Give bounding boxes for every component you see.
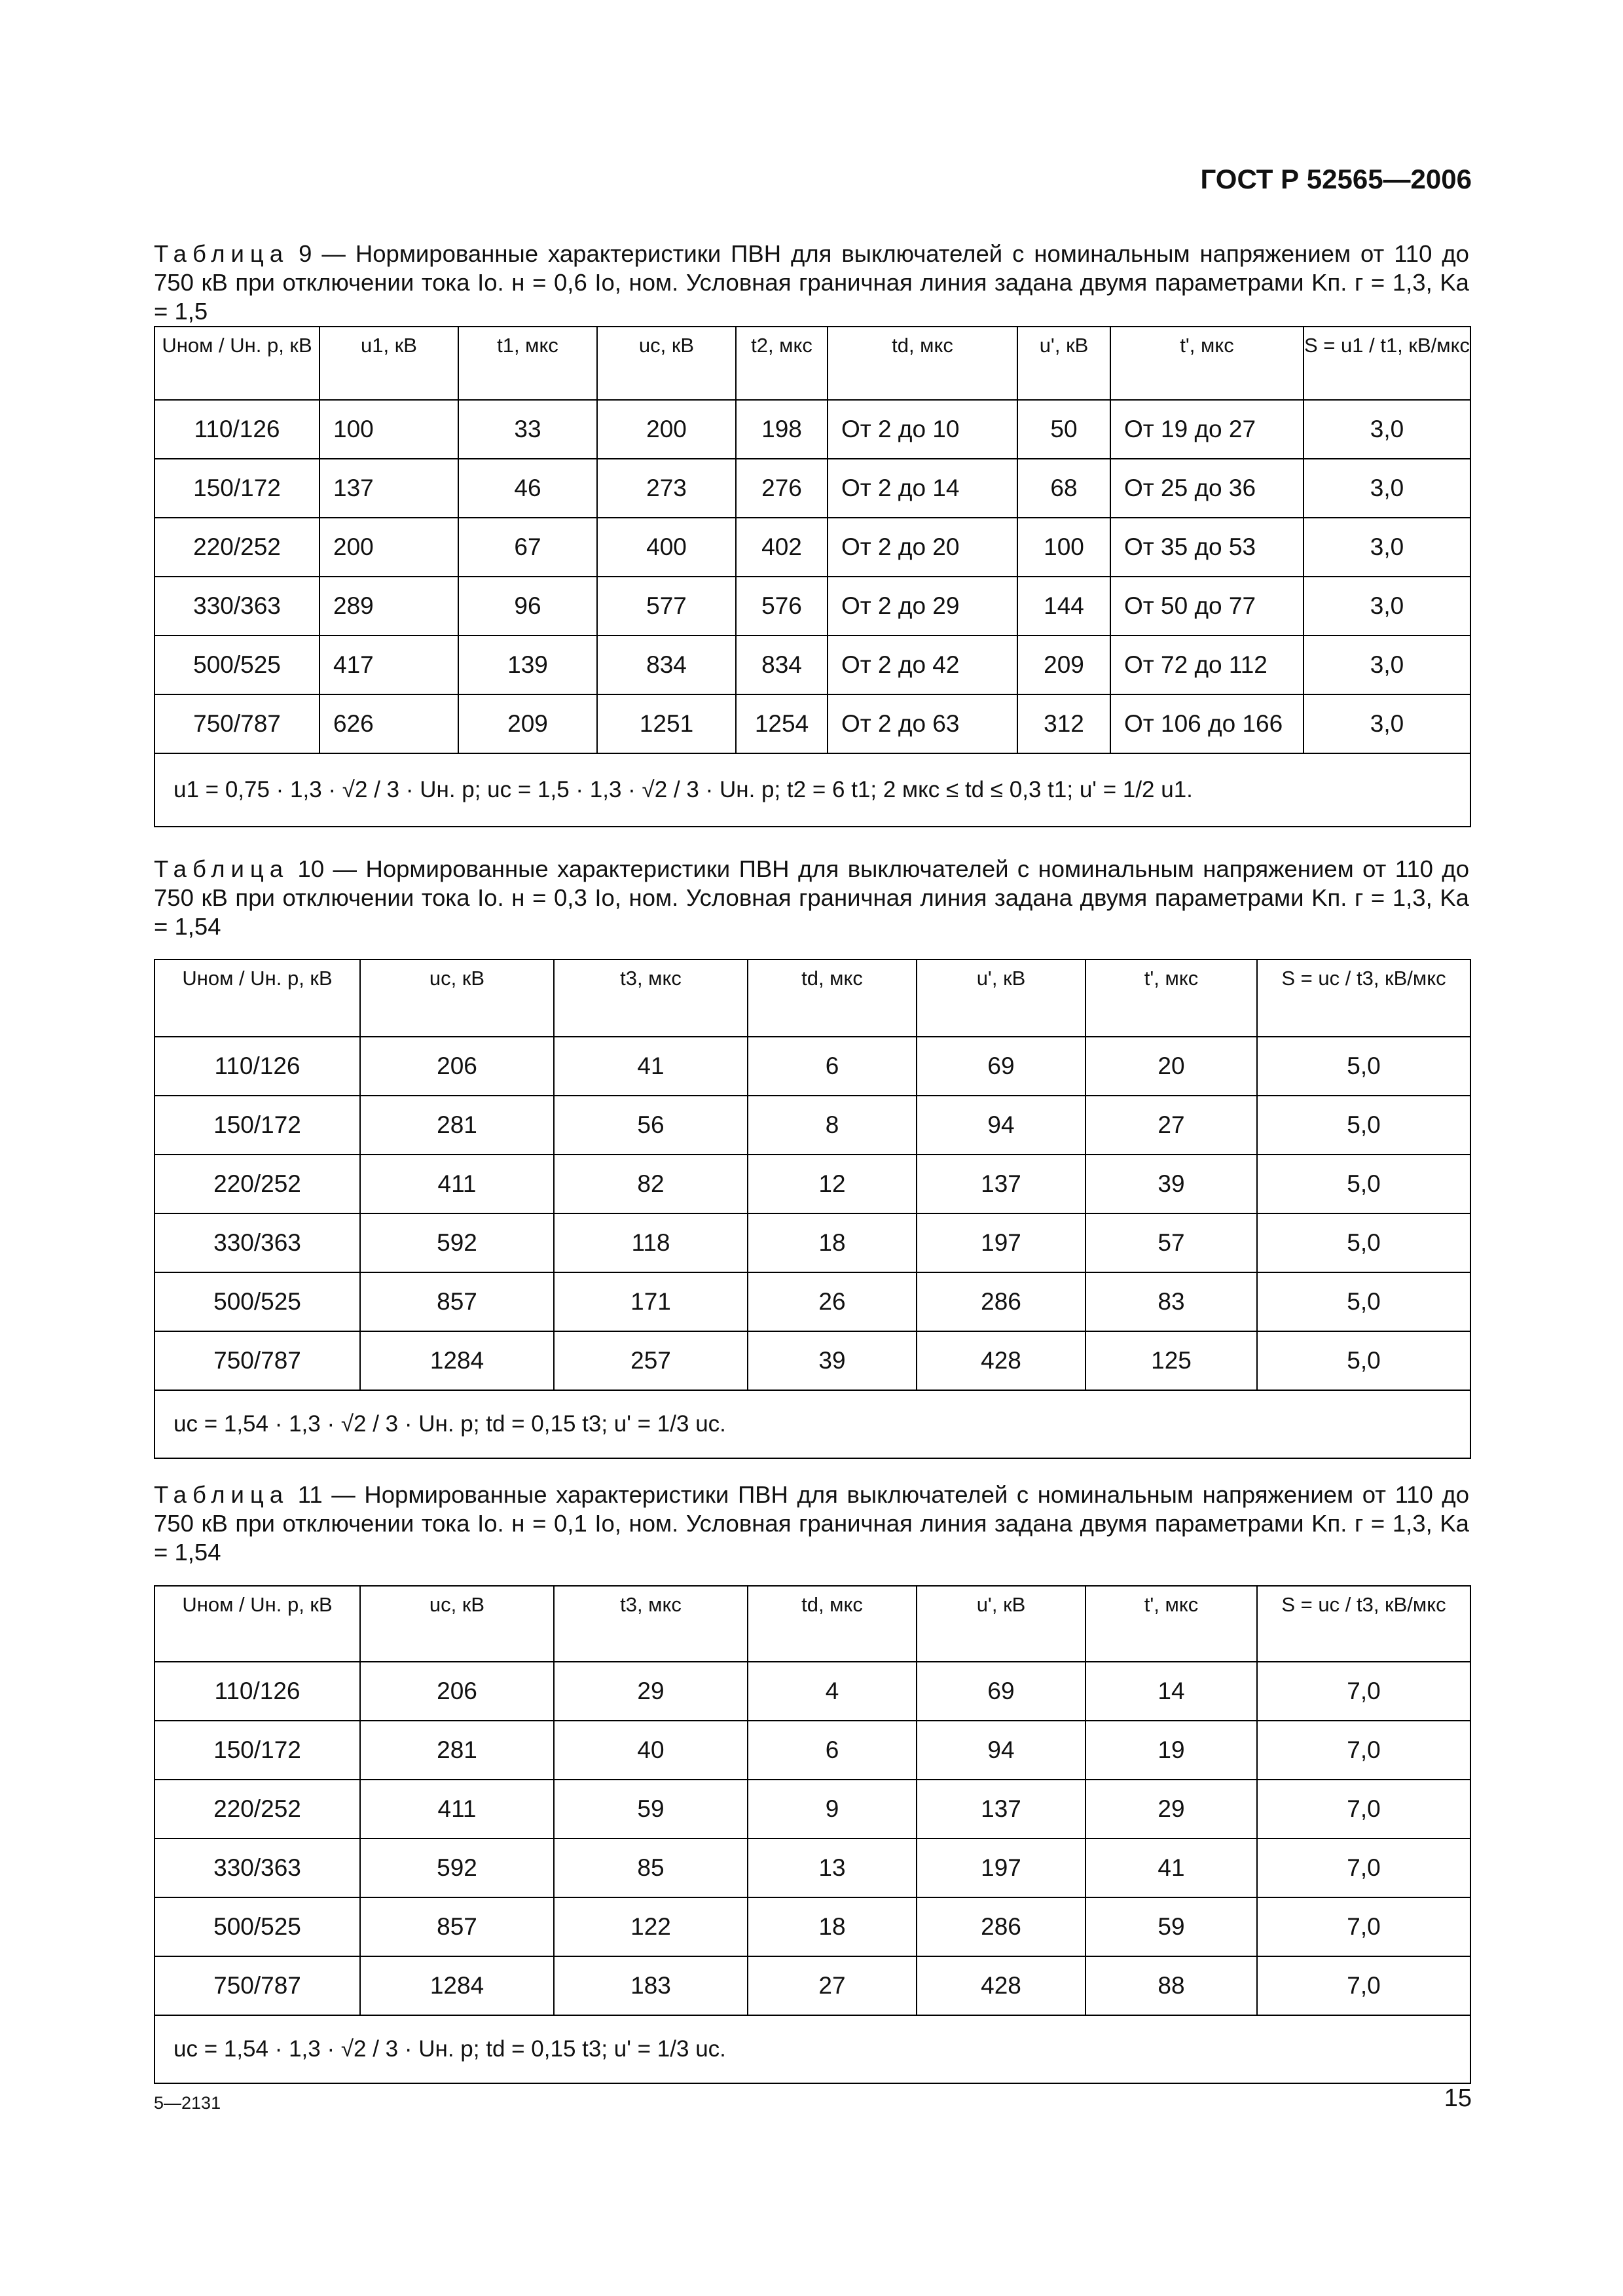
table-cell: 137 <box>319 459 458 518</box>
table-cell: 5,0 <box>1257 1037 1470 1096</box>
table-cell: 220/252 <box>155 518 319 577</box>
table-cell: 198 <box>736 400 828 459</box>
table-9-caption <box>154 240 1469 326</box>
table-cell: 40 <box>554 1721 748 1780</box>
table-cell: 7,0 <box>1257 1897 1470 1956</box>
table-cell: 500/525 <box>155 1272 360 1331</box>
table-row <box>155 1780 1470 1839</box>
table-cell: 110/126 <box>155 1037 360 1096</box>
table-cell: 330/363 <box>155 577 319 636</box>
table-cell: 197 <box>917 1213 1085 1272</box>
table-cell: 500/525 <box>155 1897 360 1956</box>
table-cell: 110/126 <box>155 1662 360 1721</box>
table-cell: 411 <box>360 1155 554 1213</box>
table-cell: 46 <box>458 459 597 518</box>
table-cell: 125 <box>1085 1331 1257 1390</box>
header-cell: S = u1 / t1, кВ/мкс <box>1304 327 1470 400</box>
table-cell: От 35 до 53 <box>1110 518 1304 577</box>
table-cell: От 72 до 112 <box>1110 636 1304 694</box>
table-11 <box>154 1585 1471 2084</box>
table-cell: 1284 <box>360 1331 554 1390</box>
table-cell: 220/252 <box>155 1155 360 1213</box>
table-cell: 39 <box>748 1331 917 1390</box>
table-cell: 200 <box>597 400 736 459</box>
table-cell: 88 <box>1085 1956 1257 2015</box>
table-row <box>155 459 1470 518</box>
header-cell: u', кВ <box>1017 327 1110 400</box>
table-cell: 3,0 <box>1304 694 1470 753</box>
table-cell: 82 <box>554 1155 748 1213</box>
header-cell: uc, кВ <box>360 960 554 1037</box>
table-cell: 7,0 <box>1257 1721 1470 1780</box>
table-cell: 18 <box>748 1897 917 1956</box>
table-9 <box>154 326 1471 827</box>
header-cell: S = uc / t3, кВ/мкс <box>1257 960 1470 1037</box>
table-cell: 5,0 <box>1257 1272 1470 1331</box>
table-row <box>155 636 1470 694</box>
table-cell: 8 <box>748 1096 917 1155</box>
table-cell: 592 <box>360 1213 554 1272</box>
table-cell: 206 <box>360 1662 554 1721</box>
table-cell: 3,0 <box>1304 577 1470 636</box>
header-cell: t3, мкс <box>554 1586 748 1662</box>
table-cell: 27 <box>748 1956 917 2015</box>
table-cell: 94 <box>917 1721 1085 1780</box>
table-cell: 69 <box>917 1037 1085 1096</box>
table-cell: 18 <box>748 1213 917 1272</box>
table-cell: 59 <box>1085 1897 1257 1956</box>
table-row <box>155 1839 1470 1897</box>
table-cell: 5,0 <box>1257 1331 1470 1390</box>
table-cell: 6 <box>748 1721 917 1780</box>
table-cell: 4 <box>748 1662 917 1721</box>
table-cell: 5,0 <box>1257 1096 1470 1155</box>
table-label: Таблица <box>154 855 289 882</box>
table-11-formula: uc = 1,54 · 1,3 · √2 / 3 · Uн. р; td = 0,15 t3; u' = 1/3 uc. <box>155 2015 1470 2083</box>
table-cell: От 2 до 42 <box>828 636 1017 694</box>
table-cell: 330/363 <box>155 1213 360 1272</box>
table-cell: 402 <box>736 518 828 577</box>
table-cell: 1284 <box>360 1956 554 2015</box>
caption-text: 11 — Нормированные характеристики ПВН для выключателей с номинальным напряжением от 110 до 750 кВ при отключении тока Iо. н = 0,1 Iо, ном. Условная граничная линия задана двумя параметрами Kп. г = 1,3, Ka = 1,54 <box>154 1481 1469 1566</box>
header-cell: Uном / Uн. р, кВ <box>155 1586 360 1662</box>
table-cell: 428 <box>917 1331 1085 1390</box>
table-cell: От 2 до 14 <box>828 459 1017 518</box>
table-10-formula: uc = 1,54 · 1,3 · √2 / 3 · Uн. р; td = 0,15 t3; u' = 1/3 uc. <box>155 1390 1470 1458</box>
table-row <box>155 1662 1470 1721</box>
table-cell: 100 <box>319 400 458 459</box>
table-row <box>155 1897 1470 1956</box>
table-cell: 3,0 <box>1304 400 1470 459</box>
table-cell: 139 <box>458 636 597 694</box>
table-cell: 592 <box>360 1839 554 1897</box>
caption-text: 9 — Нормированные характеристики ПВН для выключателей с номинальным напряжением от 110 до 750 кВ при отключении тока Iо. н = 0,6 Iо, ном. Условная граничная линия задана двумя параметрами Kп. г = 1,3, Ka = 1,5 <box>154 240 1469 325</box>
table-cell: 1254 <box>736 694 828 753</box>
table-label: Таблица <box>154 1481 289 1508</box>
table-cell: 750/787 <box>155 1956 360 2015</box>
table-cell: 400 <box>597 518 736 577</box>
table-cell: 577 <box>597 577 736 636</box>
table-cell: 7,0 <box>1257 1956 1470 2015</box>
table-cell: 857 <box>360 1897 554 1956</box>
header-cell: u', кВ <box>917 1586 1085 1662</box>
table-cell: 20 <box>1085 1037 1257 1096</box>
table-label: Таблица <box>154 240 289 267</box>
table-row <box>155 1331 1470 1390</box>
table-row <box>155 400 1470 459</box>
table-cell: 428 <box>917 1956 1085 2015</box>
table-cell: 14 <box>1085 1662 1257 1721</box>
table-cell: 209 <box>458 694 597 753</box>
table-row <box>155 1956 1470 2015</box>
table-cell: 750/787 <box>155 1331 360 1390</box>
table-cell: 6 <box>748 1037 917 1096</box>
table-cell: 626 <box>319 694 458 753</box>
table-cell: 59 <box>554 1780 748 1839</box>
table-cell: 83 <box>1085 1272 1257 1331</box>
table-cell: 276 <box>736 459 828 518</box>
table-cell: 56 <box>554 1096 748 1155</box>
table-cell: 7,0 <box>1257 1839 1470 1897</box>
table-cell: 209 <box>1017 636 1110 694</box>
table-row <box>155 1155 1470 1213</box>
table-cell: 144 <box>1017 577 1110 636</box>
table-cell: 39 <box>1085 1155 1257 1213</box>
header-cell: t', мкс <box>1085 960 1257 1037</box>
header-cell: uc, кВ <box>360 1586 554 1662</box>
table-row <box>155 1213 1470 1272</box>
table-cell: 26 <box>748 1272 917 1331</box>
table-cell: 33 <box>458 400 597 459</box>
table-cell: 286 <box>917 1272 1085 1331</box>
table-cell: 834 <box>736 636 828 694</box>
header-cell: S = uc / t3, кВ/мкс <box>1257 1586 1470 1662</box>
table-cell: От 2 до 20 <box>828 518 1017 577</box>
table-cell: 7,0 <box>1257 1662 1470 1721</box>
print-code: 5—2131 <box>154 2093 221 2113</box>
table-cell: 281 <box>360 1721 554 1780</box>
table-cell: 137 <box>917 1155 1085 1213</box>
table-cell: 312 <box>1017 694 1110 753</box>
table-cell: 171 <box>554 1272 748 1331</box>
table-cell: 857 <box>360 1272 554 1331</box>
table-cell: 834 <box>597 636 736 694</box>
table-row <box>155 577 1470 636</box>
table-cell: 286 <box>917 1897 1085 1956</box>
table-cell: 289 <box>319 577 458 636</box>
table-cell: 29 <box>1085 1780 1257 1839</box>
table-cell: 57 <box>1085 1213 1257 1272</box>
header-cell: td, мкс <box>748 960 917 1037</box>
table-row <box>155 1721 1470 1780</box>
table-cell: 220/252 <box>155 1780 360 1839</box>
header-cell: td, мкс <box>748 1586 917 1662</box>
table-cell: 110/126 <box>155 400 319 459</box>
table-row <box>155 1096 1470 1155</box>
table-cell: 183 <box>554 1956 748 2015</box>
table-cell: 200 <box>319 518 458 577</box>
page-number: 15 <box>1444 2085 1472 2112</box>
table-cell: 68 <box>1017 459 1110 518</box>
table-cell: 5,0 <box>1257 1213 1470 1272</box>
table-cell: 500/525 <box>155 636 319 694</box>
table-cell: 41 <box>1085 1839 1257 1897</box>
table-cell: 150/172 <box>155 459 319 518</box>
header-cell: td, мкс <box>828 327 1017 400</box>
table-10 <box>154 959 1471 1459</box>
table-cell: От 19 до 27 <box>1110 400 1304 459</box>
table-cell: 50 <box>1017 400 1110 459</box>
table-cell: 417 <box>319 636 458 694</box>
table-cell: 750/787 <box>155 694 319 753</box>
table-cell: 67 <box>458 518 597 577</box>
table-cell: 3,0 <box>1304 636 1470 694</box>
table-cell: 7,0 <box>1257 1780 1470 1839</box>
table-cell: 19 <box>1085 1721 1257 1780</box>
table-cell: 206 <box>360 1037 554 1096</box>
table-cell: 13 <box>748 1839 917 1897</box>
standard-number: ГОСТ Р 52565—2006 <box>1200 164 1472 194</box>
table-cell: 150/172 <box>155 1096 360 1155</box>
table-cell: 197 <box>917 1839 1085 1897</box>
table-cell: От 2 до 10 <box>828 400 1017 459</box>
table-cell: 122 <box>554 1897 748 1956</box>
table-cell: 3,0 <box>1304 518 1470 577</box>
table-11-caption <box>154 1480 1469 1567</box>
table-cell: 411 <box>360 1780 554 1839</box>
table-cell: 27 <box>1085 1096 1257 1155</box>
table-cell: 576 <box>736 577 828 636</box>
table-row <box>155 1272 1470 1331</box>
table-row <box>155 1037 1470 1096</box>
table-cell: 273 <box>597 459 736 518</box>
table-cell: 41 <box>554 1037 748 1096</box>
table-cell: 137 <box>917 1780 1085 1839</box>
caption-text: 10 — Нормированные характеристики ПВН для выключателей с номинальным напряжением от 110 до 750 кВ при отключении тока Iо. н = 0,3 Iо, ном. Условная граничная линия задана двумя параметрами Kп. г = 1,3, Ka = 1,54 <box>154 855 1469 940</box>
table-row <box>155 694 1470 753</box>
header-cell: uc, кВ <box>597 327 736 400</box>
table-cell: 330/363 <box>155 1839 360 1897</box>
header-cell: Uном / Uн. р, кВ <box>155 960 360 1037</box>
table-cell: 9 <box>748 1780 917 1839</box>
header-cell: t1, мкс <box>458 327 597 400</box>
table-row <box>155 518 1470 577</box>
table-9-formula: u1 = 0,75 · 1,3 · √2 / 3 · Uн. р; uc = 1,5 · 1,3 · √2 / 3 · Uн. р; t2 = 6 t1; 2 мкс ≤ td ≤ 0,3 t1; u' = 1/2 u1. <box>155 753 1470 827</box>
table-cell: 1251 <box>597 694 736 753</box>
table-cell: 94 <box>917 1096 1085 1155</box>
table-cell: 3,0 <box>1304 459 1470 518</box>
header-cell: t3, мкс <box>554 960 748 1037</box>
table-cell: 85 <box>554 1839 748 1897</box>
table-cell: 257 <box>554 1331 748 1390</box>
header-cell: u1, кВ <box>319 327 458 400</box>
table-cell: 5,0 <box>1257 1155 1470 1213</box>
table-cell: От 50 до 77 <box>1110 577 1304 636</box>
table-cell: 118 <box>554 1213 748 1272</box>
header-cell: u', кВ <box>917 960 1085 1037</box>
table-cell: 69 <box>917 1662 1085 1721</box>
table-cell: От 2 до 63 <box>828 694 1017 753</box>
header-cell: t', мкс <box>1110 327 1304 400</box>
table-cell: 150/172 <box>155 1721 360 1780</box>
table-cell: От 2 до 29 <box>828 577 1017 636</box>
table-cell: 96 <box>458 577 597 636</box>
header-cell: Uном / Uн. р, кВ <box>155 327 319 400</box>
table-cell: 100 <box>1017 518 1110 577</box>
table-cell: 12 <box>748 1155 917 1213</box>
table-cell: 29 <box>554 1662 748 1721</box>
table-10-caption <box>154 855 1469 941</box>
header-cell: t', мкс <box>1085 1586 1257 1662</box>
table-cell: От 25 до 36 <box>1110 459 1304 518</box>
table-cell: 281 <box>360 1096 554 1155</box>
header-cell: t2, мкс <box>736 327 828 400</box>
table-cell: От 106 до 166 <box>1110 694 1304 753</box>
